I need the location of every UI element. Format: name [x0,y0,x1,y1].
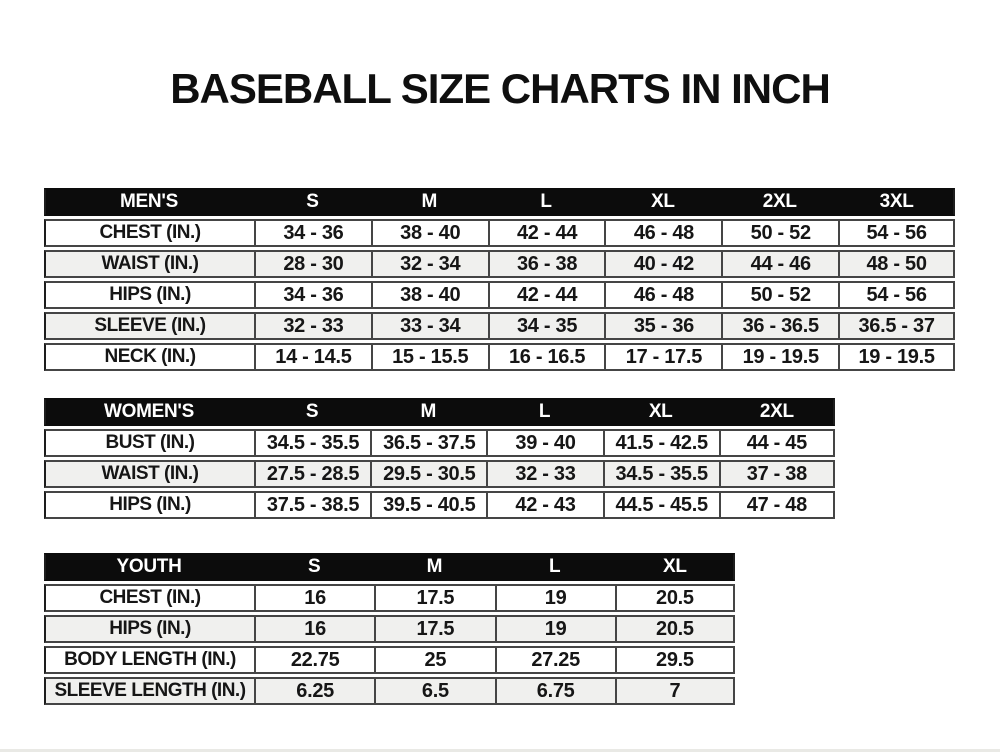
mens-hips-in-m-value: 38 - 40 [371,281,488,309]
mens-label-waist-in: WAIST (IN.) [44,250,254,278]
womens-hips-in-xl-value: 44.5 - 45.5 [603,491,719,519]
youth-row-chest-in [44,584,735,612]
mens-header-3xl: 3XL [838,188,955,216]
mens-neck-in-3xl-value: 19 - 19.5 [838,343,955,371]
mens-chest-in-xl-value: 46 - 48 [604,219,721,247]
mens-size-table-container [44,185,955,374]
mens-label-hips-in: HIPS (IN.) [44,281,254,309]
youth-hips-in-s-value: 16 [254,615,374,643]
youth-hips-in-l-value: 19 [495,615,615,643]
mens-header-2xl: 2XL [721,188,838,216]
womens-hips-in-l-value: 42 - 43 [486,491,602,519]
youth-size-table-container [44,550,735,708]
mens-row-sleeve-in [44,312,955,340]
mens-label-chest-in: CHEST (IN.) [44,219,254,247]
mens-sleeve-in-m-value: 33 - 34 [371,312,488,340]
youth-header-title: YOUTH [44,553,254,581]
womens-size-table-container [44,395,835,522]
womens-waist-in-s-value: 27.5 - 28.5 [254,460,370,488]
mens-waist-in-xl-value: 40 - 42 [604,250,721,278]
youth-chest-in-xl-value: 20.5 [615,584,735,612]
youth-sleeve-length-in-m-value: 6.5 [374,677,494,705]
womens-header-m: M [370,398,486,426]
youth-header-s: S [254,553,374,581]
mens-header-l: L [488,188,605,216]
womens-row-bust-in [44,429,835,457]
mens-neck-in-xl-value: 17 - 17.5 [604,343,721,371]
mens-label-sleeve-in: SLEEVE (IN.) [44,312,254,340]
youth-hips-in-xl-value: 20.5 [615,615,735,643]
mens-hips-in-l-value: 42 - 44 [488,281,605,309]
youth-body-length-in-m-value: 25 [374,646,494,674]
mens-header-xl: XL [604,188,721,216]
womens-waist-in-m-value: 29.5 - 30.5 [370,460,486,488]
youth-hips-in-m-value: 17.5 [374,615,494,643]
mens-row-neck-in [44,343,955,371]
womens-waist-in-2xl-value: 37 - 38 [719,460,835,488]
mens-neck-in-l-value: 16 - 16.5 [488,343,605,371]
youth-chest-in-m-value: 17.5 [374,584,494,612]
womens-waist-in-l-value: 32 - 33 [486,460,602,488]
mens-sleeve-in-3xl-value: 36.5 - 37 [838,312,955,340]
page-title: BASEBALL SIZE CHARTS IN INCH [170,65,830,112]
mens-chest-in-l-value: 42 - 44 [488,219,605,247]
mens-sleeve-in-s-value: 32 - 33 [254,312,371,340]
youth-header-row [44,553,735,581]
womens-header-title: WOMEN'S [44,398,254,426]
youth-row-body-length-in [44,646,735,674]
mens-header-title: MEN'S [44,188,254,216]
womens-header-2xl: 2XL [719,398,835,426]
mens-chest-in-s-value: 34 - 36 [254,219,371,247]
youth-label-chest-in: CHEST (IN.) [44,584,254,612]
youth-label-sleeve-length-in: SLEEVE LENGTH (IN.) [44,677,254,705]
youth-header-l: L [495,553,615,581]
womens-row-hips-in [44,491,835,519]
mens-chest-in-m-value: 38 - 40 [371,219,488,247]
mens-row-chest-in [44,219,955,247]
mens-chest-in-2xl-value: 50 - 52 [721,219,838,247]
youth-header-m: M [374,553,494,581]
youth-body-length-in-s-value: 22.75 [254,646,374,674]
womens-row-waist-in [44,460,835,488]
mens-chest-in-3xl-value: 54 - 56 [838,219,955,247]
mens-waist-in-m-value: 32 - 34 [371,250,488,278]
mens-neck-in-m-value: 15 - 15.5 [371,343,488,371]
mens-sleeve-in-2xl-value: 36 - 36.5 [721,312,838,340]
youth-label-hips-in: HIPS (IN.) [44,615,254,643]
youth-size-table [44,550,735,708]
youth-chest-in-l-value: 19 [495,584,615,612]
womens-header-l: L [486,398,602,426]
mens-header-s: S [254,188,371,216]
womens-hips-in-2xl-value: 47 - 48 [719,491,835,519]
womens-bust-in-xl-value: 41.5 - 42.5 [603,429,719,457]
youth-body-length-in-l-value: 27.25 [495,646,615,674]
mens-neck-in-2xl-value: 19 - 19.5 [721,343,838,371]
youth-row-hips-in [44,615,735,643]
womens-label-waist-in: WAIST (IN.) [44,460,254,488]
mens-waist-in-s-value: 28 - 30 [254,250,371,278]
mens-hips-in-3xl-value: 54 - 56 [838,281,955,309]
mens-size-table [44,185,955,374]
youth-sleeve-length-in-xl-value: 7 [615,677,735,705]
mens-waist-in-2xl-value: 44 - 46 [721,250,838,278]
mens-sleeve-in-xl-value: 35 - 36 [604,312,721,340]
womens-header-row [44,398,835,426]
youth-header-xl: XL [615,553,735,581]
womens-hips-in-m-value: 39.5 - 40.5 [370,491,486,519]
mens-waist-in-l-value: 36 - 38 [488,250,605,278]
womens-bust-in-m-value: 36.5 - 37.5 [370,429,486,457]
womens-label-hips-in: HIPS (IN.) [44,491,254,519]
mens-hips-in-s-value: 34 - 36 [254,281,371,309]
mens-neck-in-s-value: 14 - 14.5 [254,343,371,371]
womens-waist-in-xl-value: 34.5 - 35.5 [603,460,719,488]
womens-size-table [44,395,835,522]
mens-row-hips-in [44,281,955,309]
womens-bust-in-s-value: 34.5 - 35.5 [254,429,370,457]
womens-bust-in-l-value: 39 - 40 [486,429,602,457]
mens-hips-in-2xl-value: 50 - 52 [721,281,838,309]
mens-waist-in-3xl-value: 48 - 50 [838,250,955,278]
youth-chest-in-s-value: 16 [254,584,374,612]
womens-header-s: S [254,398,370,426]
youth-body-length-in-xl-value: 29.5 [615,646,735,674]
mens-label-neck-in: NECK (IN.) [44,343,254,371]
womens-hips-in-s-value: 37.5 - 38.5 [254,491,370,519]
mens-header-m: M [371,188,488,216]
mens-sleeve-in-l-value: 34 - 35 [488,312,605,340]
youth-row-sleeve-length-in [44,677,735,705]
youth-label-body-length-in: BODY LENGTH (IN.) [44,646,254,674]
womens-header-xl: XL [603,398,719,426]
womens-label-bust-in: BUST (IN.) [44,429,254,457]
mens-header-row [44,188,955,216]
womens-bust-in-2xl-value: 44 - 45 [719,429,835,457]
youth-sleeve-length-in-s-value: 6.25 [254,677,374,705]
mens-hips-in-xl-value: 46 - 48 [604,281,721,309]
youth-sleeve-length-in-l-value: 6.75 [495,677,615,705]
mens-row-waist-in [44,250,955,278]
